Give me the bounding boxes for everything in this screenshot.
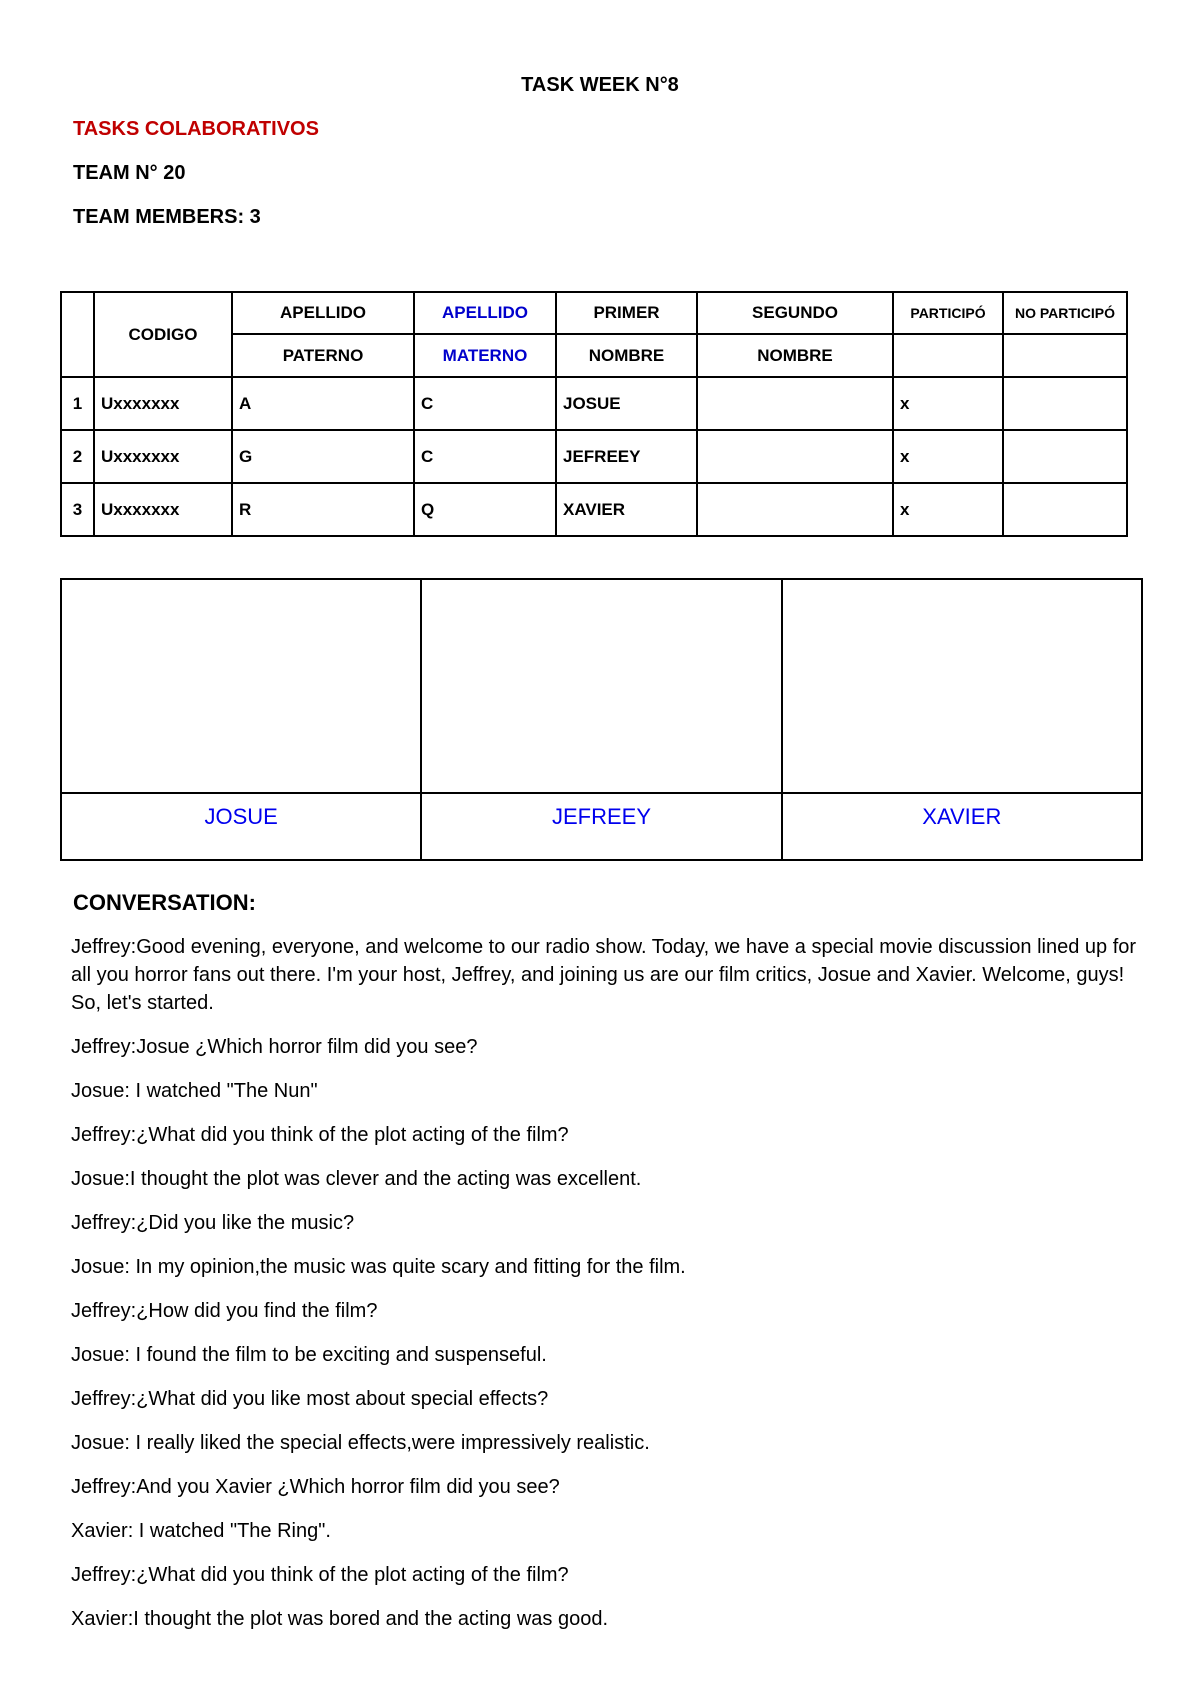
header-primer-bottom: NOMBRE bbox=[556, 334, 697, 377]
row-number: 3 bbox=[61, 483, 94, 536]
photo-placeholder bbox=[421, 579, 781, 793]
row-no-participo bbox=[1003, 377, 1127, 430]
dialogue-line: Xavier: I watched "The Ring". bbox=[71, 1520, 331, 1542]
dialogue-line: Josue: I watched "The Nun" bbox=[71, 1080, 318, 1102]
dialogue-line: Josue: I found the film to be exciting and suspenseful. bbox=[71, 1344, 547, 1366]
row-primer-nombre: JEFREEY bbox=[556, 430, 697, 483]
conversation-title: CONVERSATION: bbox=[73, 890, 256, 915]
photo-name-xavier: XAVIER bbox=[782, 793, 1142, 860]
header-segundo-top: SEGUNDO bbox=[697, 292, 893, 334]
photo-placeholder bbox=[782, 579, 1142, 793]
row-participo: x bbox=[893, 377, 1003, 430]
header-empty bbox=[893, 334, 1003, 377]
header-row-top bbox=[61, 292, 1127, 334]
subtitle: TASKS COLABORATIVOS bbox=[73, 118, 319, 140]
row-segundo-nombre bbox=[697, 377, 893, 430]
header-apellido-materno-bottom: MATERNO bbox=[414, 334, 556, 377]
row-codigo: Uxxxxxxx bbox=[94, 377, 232, 430]
header-no-participo: NO PARTICIPÓ bbox=[1003, 292, 1127, 334]
row-participo: x bbox=[893, 430, 1003, 483]
row-no-participo bbox=[1003, 430, 1127, 483]
dialogue-line: Xavier:I thought the plot was bored and the acting was good. bbox=[71, 1608, 609, 1630]
row-materno: Q bbox=[414, 483, 556, 536]
header-apellido-paterno-bottom: PATERNO bbox=[232, 334, 414, 377]
row-paterno: R bbox=[232, 483, 414, 536]
photo-name-jefreey: JEFREEY bbox=[421, 793, 781, 860]
row-materno: C bbox=[414, 377, 556, 430]
row-number: 2 bbox=[61, 430, 94, 483]
dialogue-line: Jeffrey:Good evening, everyone, and welcome to our radio show. Today, we have a special movie discussion lined up for all you horror fans out there. I'm your host, Jeffrey, and joining us are our film critics, Josue and Xavier. Welcome, guys! So, let's started. bbox=[71, 936, 1137, 1014]
conversation bbox=[71, 933, 1141, 1649]
header-primer-top: PRIMER bbox=[556, 292, 697, 334]
dialogue-line: Josue:I thought the plot was clever and the acting was excellent. bbox=[71, 1168, 642, 1190]
row-materno: C bbox=[414, 430, 556, 483]
row-codigo: Uxxxxxxx bbox=[94, 483, 232, 536]
dialogue-line: Jeffrey:¿What did you think of the plot acting of the film? bbox=[71, 1564, 569, 1586]
dialogue-line: Jeffrey:¿How did you find the film? bbox=[71, 1300, 378, 1322]
row-number: 1 bbox=[61, 377, 94, 430]
header-participo: PARTICIPÓ bbox=[893, 292, 1003, 334]
dialogue-line: Jeffrey:¿What did you think of the plot acting of the film? bbox=[71, 1124, 569, 1146]
photos-table bbox=[60, 578, 1143, 861]
row-no-participo bbox=[1003, 483, 1127, 536]
dialogue-line: Jeffrey:Josue ¿Which horror film did you see? bbox=[71, 1036, 478, 1058]
row-paterno: G bbox=[232, 430, 414, 483]
page-title: TASK WEEK N°8 bbox=[521, 74, 679, 96]
table-row bbox=[61, 377, 1127, 430]
header-segundo-bottom: NOMBRE bbox=[697, 334, 893, 377]
dialogue-line: Josue: I really liked the special effects,were impressively realistic. bbox=[71, 1432, 650, 1454]
table-row bbox=[61, 430, 1127, 483]
photo-placeholder bbox=[61, 579, 421, 793]
header-apellido-paterno-top: APELLIDO bbox=[232, 292, 414, 334]
row-participo: x bbox=[893, 483, 1003, 536]
row-codigo: Uxxxxxxx bbox=[94, 430, 232, 483]
table-row bbox=[61, 483, 1127, 536]
dialogue-line: Jeffrey:¿What did you like most about special effects? bbox=[71, 1388, 549, 1410]
photo-name-josue: JOSUE bbox=[61, 793, 421, 860]
row-paterno: A bbox=[232, 377, 414, 430]
header-empty bbox=[1003, 334, 1127, 377]
row-primer-nombre: JOSUE bbox=[556, 377, 697, 430]
team-members: TEAM MEMBERS: 3 bbox=[73, 206, 261, 228]
row-segundo-nombre bbox=[697, 483, 893, 536]
dialogue-line: Jeffrey:And you Xavier ¿Which horror film did you see? bbox=[71, 1476, 560, 1498]
header-num bbox=[61, 292, 94, 377]
dialogue-line: Jeffrey:¿Did you like the music? bbox=[71, 1212, 355, 1234]
row-primer-nombre: XAVIER bbox=[556, 483, 697, 536]
row-segundo-nombre bbox=[697, 430, 893, 483]
members-table bbox=[60, 291, 1128, 537]
header-apellido-materno-top: APELLIDO bbox=[414, 292, 556, 334]
dialogue-line: Josue: In my opinion,the music was quite scary and fitting for the film. bbox=[71, 1256, 686, 1278]
team-number: TEAM N° 20 bbox=[73, 162, 186, 184]
header-codigo: CODIGO bbox=[94, 292, 232, 377]
